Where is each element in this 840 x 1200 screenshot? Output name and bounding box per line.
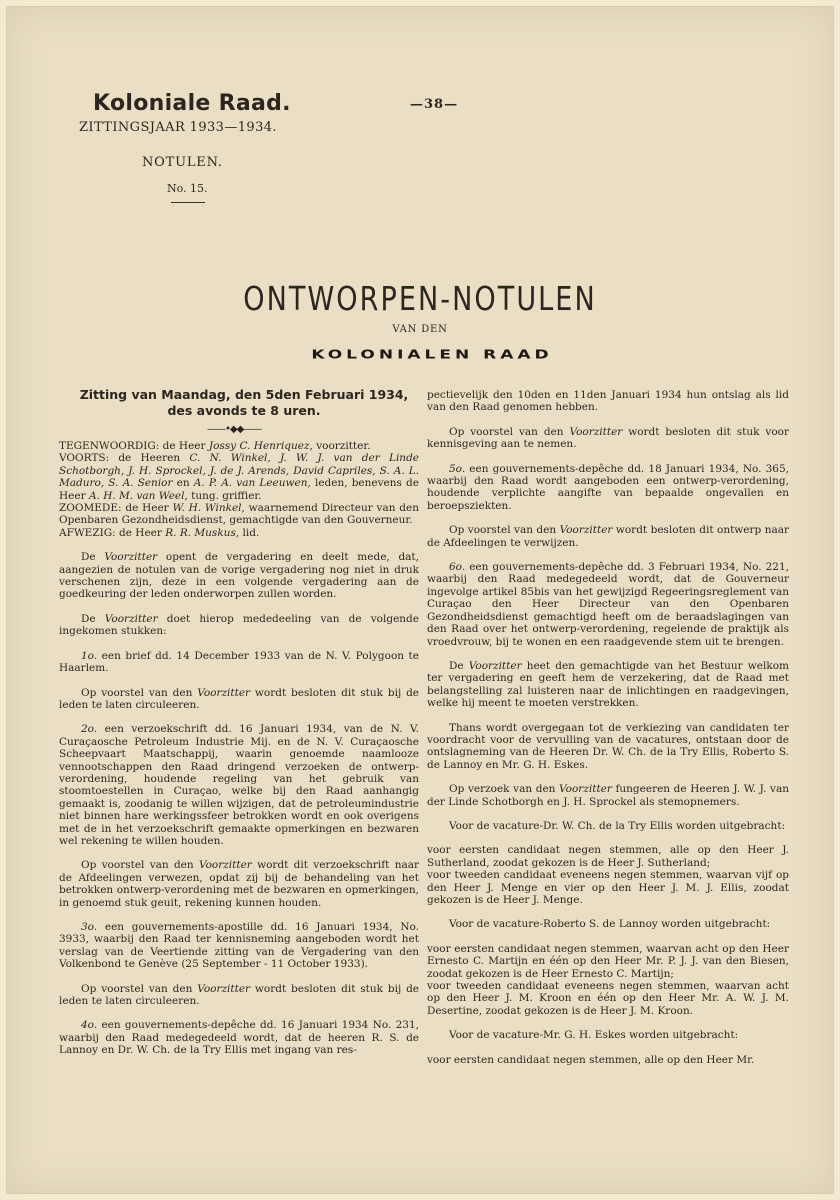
paragraph-vacancy-2-first: voor eersten candidaat negen stemmen, waarvan acht op den Heer Ernesto C. Martijn en één op den Heer Mr. P. J. J. van den Biesen, zoodat gekozen is de Heer Ernesto C. Martijn; (427, 942, 789, 980)
paragraph-vacancy-3: Voor de vacature-Mr. G. H. Eskes worden uitgebracht: (449, 1029, 739, 1042)
paragraph-vacancy-2-second: voor tweeden candidaat eveneens negen stemmen, waarvan acht op den Heer J. M. Kroon en één op den Heer Mr. A. W. J. M. Desertine, zoodat gekozen is de Heer J. M. Kroon. (427, 980, 789, 1017)
right-column (427, 389, 789, 1078)
main-title: ONTWORPEN-NOTULEN (243, 279, 597, 318)
paragraph-also-present: VOORTS: de Heeren C. N. Winkel, J. W. J. van der Linde Schotborgh, J. H. Sprockel, J. de J. Arends, David Capriles, S. A. L. Maduro, S. A. Senior en A. P. A. van Leeuwen, leden, benevens de Heer A. H. M. van Weel, tung. griffier. (59, 452, 419, 502)
paragraph-item-2: 2o. een verzoekschrift dd. 16 Januari 1934, van de N. V. Curaçaosche Petroleum Industrie Mij. en de N. V. Curaçaosche Scheepvaart Maatschappij, waarin genoemde naamlooze vennootschappen den Raad dringend verzoeken de ontwerp-verordening, houdende regeling van het gebruik van stoomtoestellen in Curaçao, welke bij den Raad aanhangig gemaakt is, zoodanig te willen wijzigen, dat de petroleumindustrie niet binnen hare werkingssfeer betrokken wordt en ook overigens met de in het verzoekschrift gemaakte opmerkingen en bezwaren wel rekening te willen houden. (59, 723, 419, 847)
page-number: —38— (410, 97, 459, 112)
paragraph-item-4: 4o. een gouvernements-depêche dd. 16 Januari 1934 No. 231, waarbij den Raad medegedeeld wordt, dat de heeren R. S. de Lannoy en Dr. W. Ch. de la Try Ellis met ingang van res- (59, 1019, 419, 1057)
paragraph-welcome: De Voorzitter heet den gemachtigde van het Bestuur welkom ter vergadering en geeft hem de verzekering, dat de Raad met belangstelling zal luisteren naar de inlichtingen en raadgevingen, welke hij meent te moeten verstrekken. (427, 659, 789, 710)
paragraph-vacancy-1: Voor de vacature-Dr. W. Ch. de la Try Ellis worden uitgebracht: (449, 819, 786, 832)
paragraph-tellers: Op verzoek van den Voorzitter fungeeren de Heeren J. W. J. van der Linde Schotborgh en J. H. Sprockel als stemopnemers. (427, 783, 789, 808)
session-heading (69, 387, 419, 419)
paragraph-opening: De Voorzitter opent de vergadering en deelt mede, dat, aangezien de notulen van de vorige vergadering nog niet in druk verschenen zijn, deze in een volgende vergadering aan de goedkeuring der leden onderworpen zullen worden. (59, 551, 419, 601)
paragraph-decision-4: Op voorstel van den Voorzitter wordt besloten dit stuk voor kennisgeving aan te nemen. (427, 425, 789, 451)
masthead-subtitle: VAN DEN (392, 324, 448, 335)
paragraph-item-4-cont: pectievelijk den 10den en 11den Januari 1934 hun ontslag als lid van den Raad genomen hebben. (427, 389, 789, 414)
paragraph-item-6: 6o. een gouvernements-depêche dd. 3 Februari 1934, No. 221, waarbij den Raad medegedeeld wordt, dat de Gouverneur ingevolge artikel 85bis van het gewijzigd Regeeringsreglement van Curaçao den Heer Directeur van den Openbaren Gezondheidsdienst gemachtigd heeft om de beraadslagingen van den Raad over het ontwerp-verordening, regelende de praktijk als vroedvrouw, bij te wonen en een raadgevende stem uit te brengen. (427, 561, 789, 648)
document-number: No. 15. (167, 182, 208, 195)
paragraph-decision-2: Op voorstel van den Voorzitter wordt dit verzoekschrift naar de Afdeelingen verwezen, opdat zij bij de behandeling van het betrokken ontwerp-verordening met de bezwaren en opmerkingen, in genoemd stuk geuit, rekening kunnen houden. (59, 859, 419, 909)
left-column (59, 440, 419, 1069)
notulen-label: NOTULEN. (142, 155, 223, 170)
paragraph-item-5: 5o. een gouvernements-depêche dd. 18 Januari 1934, No. 365, waarbij den Raad wordt aangeboden een ontwerp-verordening, houdende verplichte aangifte van bepaalde ongevallen en beroepsziekten. (427, 462, 789, 512)
ornament-divider: ——•◆◆—— (207, 424, 262, 435)
paragraph-decision-3: Op voorstel van den Voorzitter wordt besloten dit stuk bij de leden te laten circuleeren. (59, 982, 420, 1008)
paragraph-item-3: 3o. een gouvernements-apostille dd. 16 Januari 1934, No. 3933, waarbij den Raad ter kennisneming aangeboden wordt het verslag van de Veertiende zitting van de Vergadering van den Volkenbond te Genève (25 September - 11 October 1933). (59, 921, 419, 971)
paragraph-vacancy-1-second: voor tweeden candidaat eveneens negen stemmen, waarvan vijf op den Heer J. Menge en vier op den Heer J. M. J. Ellis, zoodat gekozen is de Heer J. Menge. (427, 869, 789, 906)
paragraph-decision-1: Op voorstel van den Voorzitter wordt besloten dit stuk bij de leden te laten circuleeren. (59, 686, 420, 711)
paragraph-present: TEGENWOORDIG: de Heer Jossy C. Henriquez, voorzitter. (59, 440, 371, 452)
session-year: ZITTINGSJAAR 1933—1934. (79, 120, 277, 135)
paragraph-vacancy-1-first: voor eersten candidaat negen stemmen, alle op den Heer J. Sutherland, zoodat gekozen is de Heer J. Sutherland; (427, 844, 789, 869)
number-underline (171, 202, 205, 203)
paragraph-decision-5: Op voorstel van den Voorzitter wordt besloten dit ontwerp naar de Afdeelingen te verwijzen. (427, 524, 789, 549)
paragraph-item-1: 1o. een brief dd. 14 December 1933 van de N. V. Polygoon te Haarlem. (59, 649, 419, 675)
paragraph-vacancy-3-first: voor eersten candidaat negen stemmen, alle op den Heer Mr. (427, 1053, 755, 1066)
council-title: Koloniale Raad. (93, 91, 291, 116)
session-heading-line1: Zitting van Maandag, den 5den Februari 1934, (79, 387, 409, 402)
paragraph-election: Thans wordt overgegaan tot de verkiezing van candidaten ter voordracht voor de vervulling van de vacatures, ontstaan door de ontslagneming van de Heeren Dr. W. Ch. de la Try Ellis, Roberto S. de Lannoy en Mr. G. H. Eskes. (427, 721, 789, 771)
session-heading-line2: des avonds te 8 uren. (167, 403, 321, 418)
document-page (6, 6, 834, 1194)
paragraph-likewise: ZOOMEDE: de Heer W. H. Winkel, waarnemend Directeur van den Openbaren Gezondheidsdienst, gemachtigde van den Gouverneur. (59, 502, 419, 527)
paragraph-absent: AFWEZIG: de Heer R. R. Muskus, lid. (59, 526, 260, 539)
masthead-banner: KOLONIALEN RAAD (311, 347, 553, 363)
paragraph-incoming: De Voorzitter doet hierop mededeeling van de volgende ingekomen stukken: (59, 612, 419, 638)
paragraph-vacancy-2: Voor de vacature-Roberto S. de Lannoy worden uitgebracht: (449, 918, 771, 931)
